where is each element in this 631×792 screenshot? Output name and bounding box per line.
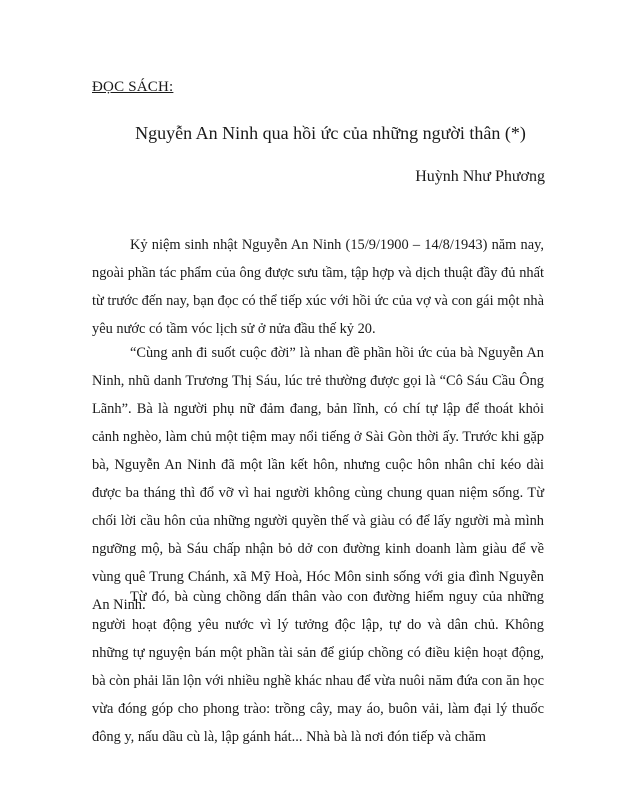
paragraph: “Cùng anh đi suốt cuộc đời” là nhan đề phần hồi ức của bà Nguyễn An Ninh, nhũ danh Trương Thị Sáu, lúc trẻ thường được gọi là “Cô Sáu Cầu Ông Lãnh”. Bà là người phụ nữ đảm đang, bản lĩnh, có chí tự lập để thoát khỏi cảnh nghèo, làm chủ một tiệm may nổi tiếng ở Sài Gòn thời ấy. Trước khi gặp bà, Nguyễn An Ninh đã một lần kết hôn, nhưng cuộc hôn nhân chỉ kéo dài được ba tháng thì đổ vỡ vì hai người không cùng chung quan niệm sống. Từ chối lời cầu hôn của những người quyền thế và giàu có để lấy người mà mình ngưỡng mộ, bà Sáu chấp nhận bỏ dở con đường kinh doanh làm giàu để về vùng quê Trung Chánh, xã Mỹ Hoà, Hóc Môn sinh sống với gia đình Nguyễn An Ninh. <box>92 345 544 613</box>
author-name: Huỳnh Như Phương <box>415 168 545 185</box>
article-title: Nguyễn An Ninh qua hồi ức của những người thân (*) <box>135 123 526 143</box>
section-label: ĐỌC SÁCH: <box>92 79 174 95</box>
paragraph: Từ đó, bà cùng chồng dấn thân vào con đường hiểm nguy của những người hoạt động yêu nước vì lý tưởng độc lập, tự do và dân chủ. Không những tự nguyện bán một phần tài sản để giúp chồng có điều kiện hoạt động, bà còn phải lăn lộn với nhiều nghề khác nhau để vừa nuôi năm đứa con ăn học vừa đóng góp cho phong trào: trồng cây, may áo, buôn vải, làm đại lý thuốc đông y, nấu dầu cù là, lập gánh hát... Nhà bà là nơi đón tiếp và chăm <box>92 589 544 745</box>
paragraph: Kỷ niệm sinh nhật Nguyễn An Ninh (15/9/1900 – 14/8/1943) năm nay, ngoài phần tác phẩm của ông được sưu tầm, tập hợp và dịch thuật đầy đủ nhất từ trước đến nay, bạn đọc có thể tiếp xúc với hồi ức của vợ và con gái một nhà yêu nước có tầm vóc lịch sử ở nửa đầu thế kỷ 20. <box>92 237 544 337</box>
